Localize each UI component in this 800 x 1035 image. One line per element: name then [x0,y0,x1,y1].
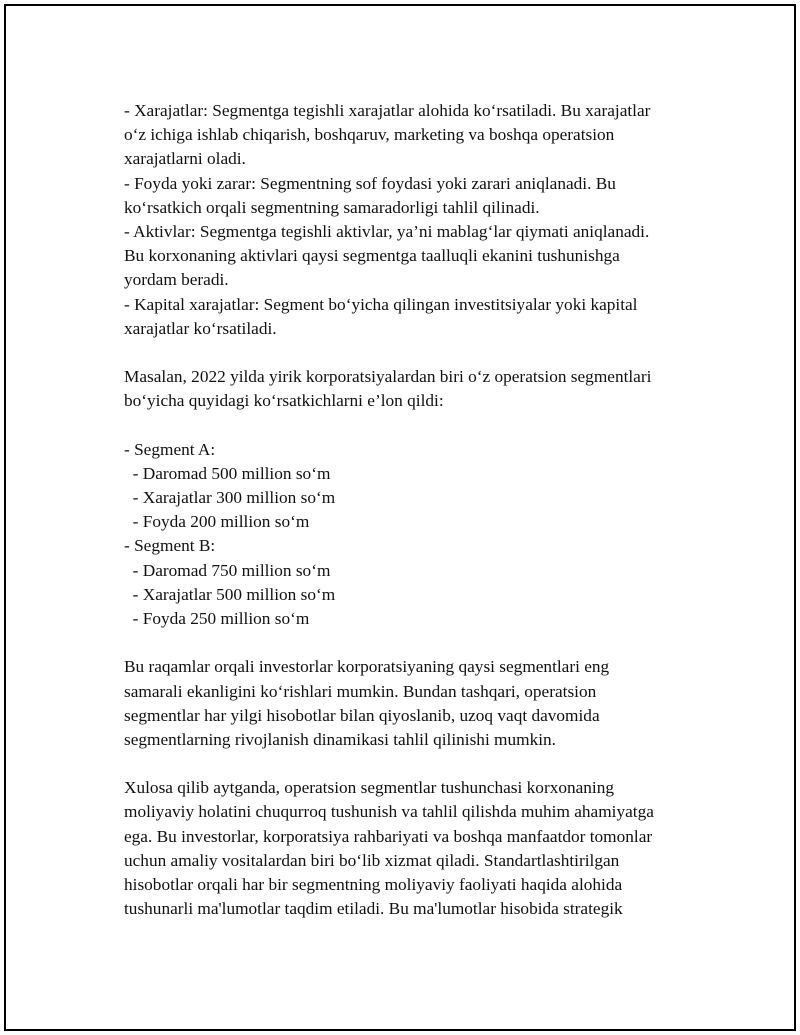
text-line: xarajatlar ko‘rsatiladi. [124,318,277,338]
paragraph-example-intro [124,365,714,413]
text-line: o‘z ichiga ishlab chiqarish, boshqaruv, marketing va boshqa operatsion [124,125,615,145]
text-line: Masalan, 2022 yilda yirik korporatsiyalardan biri o‘z operatsion segmentlari [124,367,652,387]
paragraph-segment-items [124,99,714,341]
text-line: moliyaviy holatini chuqurroq tushunish va tahlil qilishda muhim ahamiyatga [124,802,654,822]
text-line: segmentlar har yilgi hisobotlar bilan qiyoslanib, uzoq vaqt davomida [124,705,600,725]
list-item: - Foyda 200 million so‘m [124,512,310,532]
list-item: - Segment A: [124,439,216,459]
list-item: - Xarajatlar 300 million so‘m [124,488,336,507]
text-line: segmentlarning rivojlanish dinamikasi tahlil qilinishi mumkin. [124,729,556,749]
text-line: bo‘yicha quyidagi ko‘rsatkichlarni e’lon qildi: [124,391,444,411]
page-frame [4,4,796,1031]
list-item: - Segment B: [124,536,216,556]
text-line: xarajatlarni oladi. [124,149,246,169]
paragraph-segment-list [124,438,714,632]
text-line: ega. Bu investorlar, korporatsiya rahbariyati va boshqa manfaatdor tomonlar [124,826,653,846]
paragraph-conclusion [124,776,714,921]
text-line: - Kapital xarajatlar: Segment bo‘yicha qilingan investitsiyalar yoki kapital [124,294,638,314]
text-line: tushunarli ma'lumotlar taqdim etiladi. Bu ma'lumotlar hisobida strategik [124,899,623,919]
document-body [124,99,714,921]
text-line: hisobotlar orqali har bir segmentning moliyaviy faoliyati haqida alohida [124,875,623,894]
paragraph-gap [124,752,714,776]
paragraph-gap [124,341,714,365]
paragraph-gap [124,631,714,655]
text-line: Bu raqamlar orqali investorlar korporatsiyaning qaysi segmentlari eng [124,657,610,677]
list-item: - Foyda 250 million so‘m [124,608,310,628]
paragraph-gap [124,413,714,437]
text-line: yordam beradi. [124,270,229,290]
text-line: - Foyda yoki zarar: Segmentning sof foydasi yoki zarari aniqlanadi. Bu [124,173,616,193]
list-item: - Daromad 500 million so‘m [124,463,331,483]
text-line: - Aktivlar: Segmentga tegishli aktivlar, ya’ni mablag‘lar qiymati aniqlanadi. [124,221,650,241]
text-line: - Xarajatlar: Segmentga tegishli xarajatlar alohida ko‘rsatiladi. Bu xarajatlar [124,101,651,120]
paragraph-investors [124,655,714,752]
list-item: - Xarajatlar 500 million so‘m [124,584,336,604]
list-item: - Daromad 750 million so‘m [124,560,331,580]
text-line: Bu korxonaning aktivlari qaysi segmentga taalluqli ekanini tushunishga [124,246,620,266]
text-line: ko‘rsatkich orqali segmentning samaradorligi tahlil qilinadi. [124,197,540,217]
text-line: Xulosa qilib aytganda, operatsion segmentlar tushunchasi korxonaning [124,778,615,798]
text-line: uchun amaliy vositalardan biri bo‘lib xizmat qiladi. Standartlashtirilgan [124,850,620,870]
text-line: samarali ekanligini ko‘rishlari mumkin. Bundan tashqari, operatsion [124,681,597,701]
